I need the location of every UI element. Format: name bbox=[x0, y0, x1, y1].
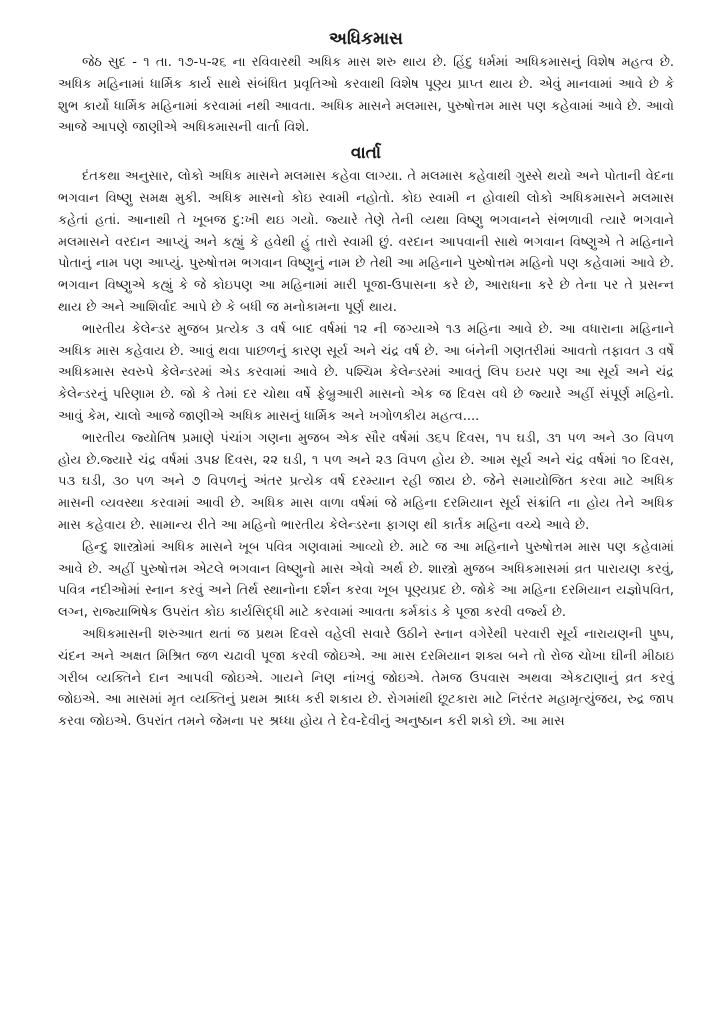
astrology-paragraph: ભારતીય જ્યોતિષ પ્રમાણે પંચાંગ ગણના મુજબ એક સૌર વર્ષમાં ૩૬૫ દિવસ, ૧૫ ઘડી, ૩૧ પળ અને ૩૦ વિપળ હોય છે.જ્યારે ચંદ્ર વર્ષમાં ૩૫૪ દિવસ, ૨૨ ઘડી, ૧ પળ અને ૨૩ વિપળ હોય છે. આમ સૂર્ય અને ચંદ્ર વર્ષમાં ૧૦ દિવસ, ૫૩ ઘડી, ૩૦ પળ અને ૭ વિપળનું અંતર પ્રત્યેક વર્ષ દરમ્યાન રહી જાય છે. જેને સમાયોજિત કરવા માટે અધિક માસની વ્યવસ્થા કરવામાં આવી છે. અધિક માસ વાળા વર્ષમાં જે મહિના દરમિયાન સૂર્ય સંક્રાંતિ ના હોય તેને અધિક માસ કહેવાય છે. સામાન્ય રીતે આ મહિનો ભારતીય કેલેન્ડરના ફાગણ થી કાર્તક મહિના વચ્ચે આવે છે. bbox=[58, 430, 674, 533]
story-paragraph: દંતકથા અનુસાર, લોકો અધિક માસને મલમાસ કહેવા લાગ્યા. તે મલમાસ કહેવાથી ગુસ્સે થયો અને પોતાની વેદના ભગવાન વિષ્ણુ સમક્ષ મુકી. અધિક માસનો કોઇ સ્વામી નહોતો. કોઇ સ્વામી ન હોવાથી લોકો અધિકમાસને મલમાસ કહેતાં હતાં. આનાથી તે ખૂબજ દુ:ખી થઇ ગયો. જ્યારે તેણે તેની વ્યથા વિષ્ણુ ભગવાનને સંભળાવી ત્યારે ભગવાને મલમાસને વરદાન આપ્યું અને કહ્યું કે હવેથી હું તારો સ્વામી છું. વરદાન આપવાની સાથે ભગવાન વિષ્ણુએ તે મહિનાને પોતાનું નામ પણ આપ્યું. પુરુષોત્તમ ભગવાન વિષ્ણુનું નામ છે તેથી આ મહિનાને પુરુષોત્તમ મહિનો પણ કહેવામાં આવે છે. ભગવાન વિષ્ણુએ કહ્યું કે જે કોઇપણ આ મહિનામાં મારી પૂજા-ઉપાસના કરે છે, આરાધના કરે છે તેના પર તે પ્રસન્ન થાય છે અને આશિર્વાદ આપે છે કે બધી જ મનોકામના પૂર્ણ થાય. bbox=[58, 169, 674, 315]
rituals-paragraph: અધિકમાસની શરુઆત થતાં જ પ્રથમ દિવસે વહેલી સવારે ઉઠીને સ્નાન વગેરેથી પરવારી સૂર્ય નારાયણની પુષ્પ, ચંદન અને અક્ષત મિશ્રિત જળ ચઢાવી પૂજા કરવી જોઇએ. આ માસ દરમિયાન શક્ય બને તો રોજ ચોખા ઘીની મીઠાઇ ગરીબ વ્યક્તિને દાન આપવી જોઇએ. ગાયને નિણ નાંખવું જોઇએ. તેમજ ઉપવાસ અથવા એકટાણાનું વ્રત કરવું જોઇએ. આ માસમાં મૃત વ્યક્તિનું પ્રથમ શ્રાધ્ધ કરી શકાય છે. રોગમાંથી છૂટકારા માટે નિરંતર મહામૃત્યુંજય, રુદ્ર જાપ કરવા જોઇએ. ઉપરાંત તમને જેમના પર શ્રધ્ધા હોય તે દેવ-દેવીનું અનુષ્ઠાન કરી શકો છો. આ માસ bbox=[58, 626, 674, 730]
intro-paragraph: જેઠ સુદ - ૧ તા. ૧૭-૫-૨૬ ના રવિવારથી અધિક માસ શરુ થાય છે. હિંદુ ધર્મમાં અધિકમાસનું વિશેષ મહત્વ છે. અધિક મહિનામાં ધાર્મિક કાર્ય સાથે સંબંધિત પ્રવૃતિઓ કરવાથી વિશેષ પૂણ્ય પ્રાપ્ત થાય છે. એવું માનવામાં આવે છે કે શુભ કાર્યો ધાર્મિક મહિનામાં કરવામાં નથી આવતા. અધિક માસને મલમાસ, પુરુષોત્તમ માસ પણ કહેવામાં આવે છે. આવો આજે આપણે જાણીએ અધિકમાસની વાર્તા વિશે. bbox=[58, 55, 674, 136]
section-heading: વાર્તા bbox=[350, 143, 382, 164]
page-title: અધિકમાસ bbox=[329, 29, 403, 49]
calendar-paragraph: ભારતીય કેલેન્ડર મુજબ પ્રત્યેક ૩ વર્ષ બાદ વર્ષમાં ૧૨ ની જગ્યાએ ૧૩ મહિના આવે છે. આ વધારાના મહિનાને અધિક માસ કહેવાય છે. આવું થવા પાછળનું કારણ સૂર્ય અને ચંદ્ર વર્ષ છે. આ બંનેની ગણતરીમાં આવતો તફાવત ૩ વર્ષે અધિકમાસ સ્વરુપે કેલેન્ડરમાં એડ કરવામાં આવે છે. પશ્ચિમ કેલેન્ડરમાં આવતું લિપ ઇયર પણ આ સૂર્ય અને ચંદ્ર કેલેન્ડરનું પરિણામ છે. જો કે તેમાં દર ચોથા વર્ષે ફેબ્રુઆરી માસનો એક જ દિવસ વધે છે જ્યારે અહીં સંપૂર્ણ મહિનો. આવું કેમ, ચાલો આજે જાણીએ અધિક માસનું ધાર્મિક અને ખગોળકીય મહત્વ.... bbox=[58, 321, 674, 424]
scripture-paragraph: હિન્દુ શાસ્ત્રોમાં અધિક માસને ખૂબ પવિત્ર ગણવામાં આવ્યો છે. માટે જ આ મહિનાને પુરુષોત્તમ માસ પણ કહેવામાં આવે છે. અહીં પુરુષોત્તમ એટલે ભગવાન વિષ્ણુનો માસ એવો અર્થ છે. શાસ્ત્રો મુજબ અધિકમાસમાં વ્રત પારાયણ કરવું, પવિત્ર નદીઓમાં સ્નાન કરવું અને તિર્થ સ્થાનોના દર્શન કરવા ખૂબ પૂણ્યપ્રદ છે. જોકે આ મહિના દરમિયાન યજ્ઞોપવિત, લગ્ન, રાજ્યાભિષેક ઉપરાંત કોઇ કાર્યસિદ્ધી માટે કરવામાં આવતા કર્મકાંડ કે પૂજા કરવી વર્જ્ય છે. bbox=[58, 539, 674, 621]
